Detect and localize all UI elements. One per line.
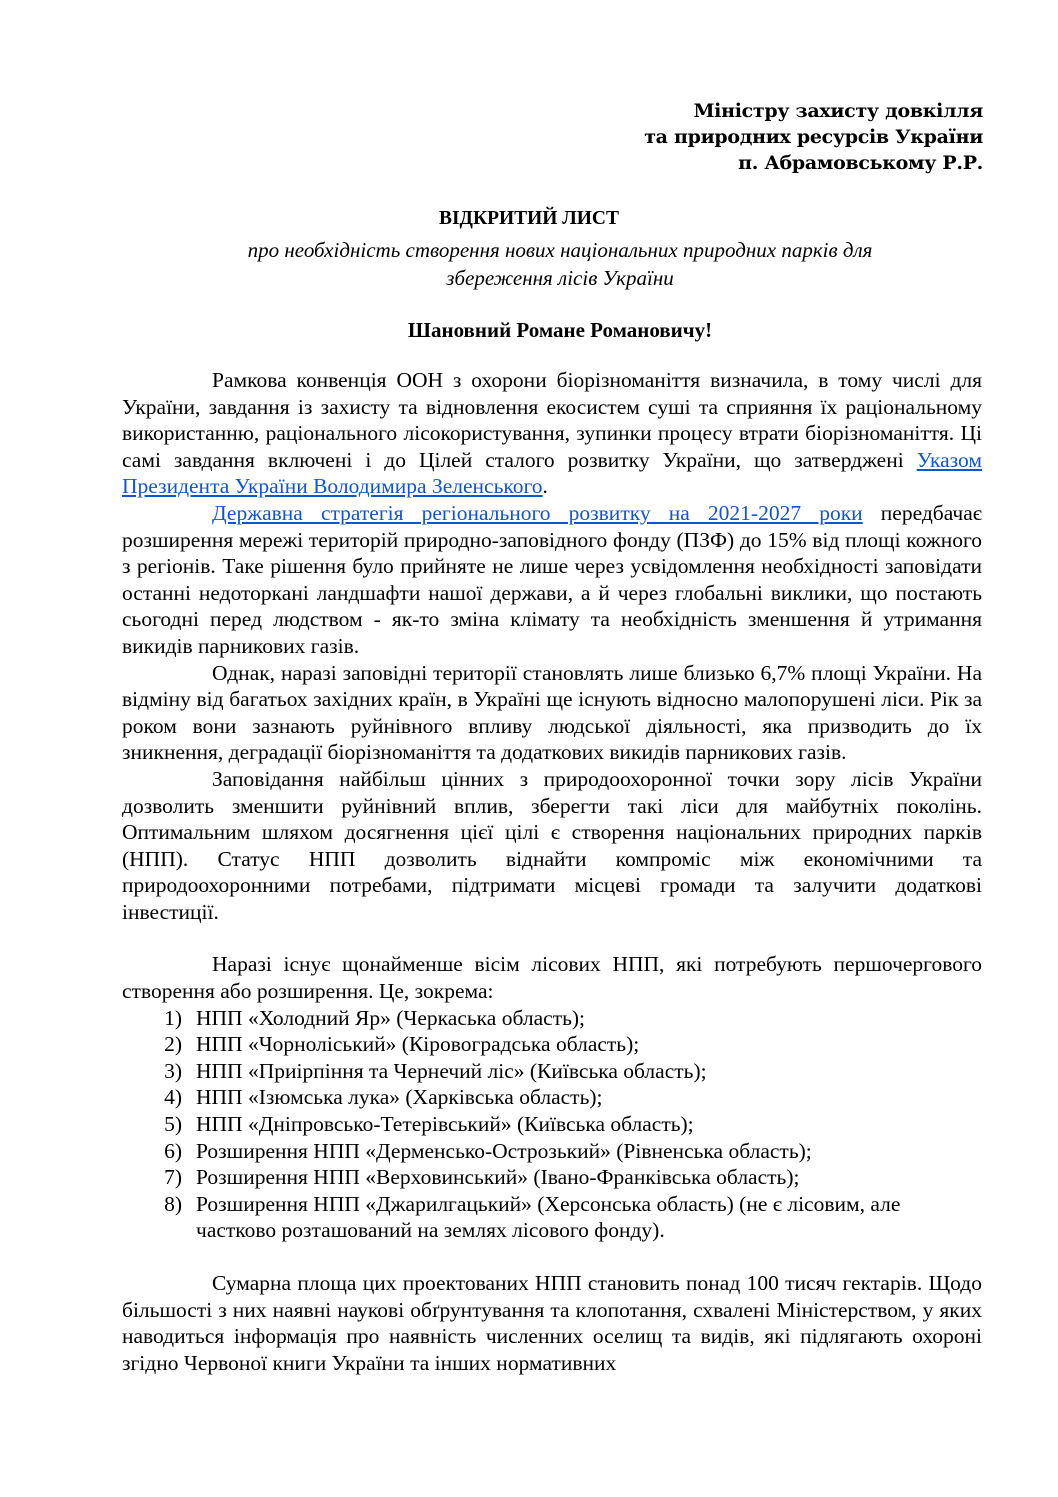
list-item: 5) НПП «Дніпровсько-Тетерівський» (Київська область); <box>164 1112 694 1137</box>
subtitle-line-2: збереження лісів України <box>446 266 674 290</box>
parks-list <box>122 1005 982 1244</box>
document-title: ВІДКРИТИЙ ЛИСТ <box>438 207 619 229</box>
list-item: 3) НПП «Приірпіння та Чернечий ліс» (Київська область); <box>164 1058 707 1083</box>
document-subtitle <box>160 236 960 292</box>
greeting: Шановний Романе Романовичу! <box>407 318 713 342</box>
paragraph-6: Сумарна площа цих проектованих НПП становить понад 100 тисяч гектарів. Щодо більшості з них наявні наукові обґрунтування та клопотання, схвалені Міністерством, у яких наводиться інформація про наявність численних оселищ та видів, які підлягають охороні згідно Червоної книги України та інших нормативних <box>122 1271 982 1375</box>
list-item: 6) Розширення НПП «Дерменсько-Острозький» (Рівненська область); <box>164 1138 812 1163</box>
addressee-line-3: п. Абрамовському Р.Р. <box>738 152 983 174</box>
list-item: 8) Розширення НПП «Джарилгацький» (Херсонська область) (не є лісовим, але частково розташований на землях лісового фонду). <box>164 1191 901 1243</box>
subtitle-line-1: про необхідність створення нових національних природних парків для <box>247 238 873 262</box>
addressee-block <box>644 98 983 176</box>
addressee-line-2: та природних ресурсів України <box>644 126 983 148</box>
list-item: 1) НПП «Холодний Яр» (Черкаська область); <box>164 1005 586 1030</box>
addressee-line-1: Міністру захисту довкілля <box>693 100 983 122</box>
list-item: 7) Розширення НПП «Верховинський» (Івано-Франківська область); <box>164 1165 800 1190</box>
paragraph-5: Наразі існує щонайменше вісім лісових НПП, які потребують першочергового створення або розширення. Це, зокрема: <box>122 952 982 1004</box>
paragraph-4: Заповідання найбільш цінних з природоохоронної точки зору лісів України дозволить зменшити руйнівний вплив, зберегти такі ліси для майбутніх поколінь. Оптимальним шляхом досягнення цієї цілі є створення національних природних парків (НПП). Статус НПП дозволить віднайти компроміс між економічними та природоохоронними потребами, підтримати місцеві громади та залучити додаткові інвестиції. <box>122 766 982 924</box>
presidential-decree-link[interactable]: Указом Президента України Володимира Зеленського <box>122 447 982 499</box>
paragraph-1: Рамкова конвенція ООН з охорони біорізноманіття визначила, в тому числі для України, завдання із захисту та відновлення екосистем суші та сприяння їх раціональному використанню, раціонального лісокористування, зупинки процесу втрати біорізноманіття. Ці самі завдання включені і до Цілей сталого розвитку України, що затверджені Указом Президента України Володимира Зеленського. <box>122 368 982 499</box>
letter-body <box>122 367 982 1376</box>
regional-strategy-link[interactable]: Державна стратегія регіонального розвитку на 2021-2027 роки <box>212 500 863 525</box>
paragraph-3: Однак, наразі заповідні території становлять лише близько 6,7% площі України. На відміну від багатьох західних країн, в Україні ще існують відносно малопорушені ліси. Рік за роком вони зазнають руйнівного впливу людської діяльності, яка призводить до їх зникнення, деградації біорізноманіття та додаткових викидів парникових газів. <box>122 660 982 765</box>
list-item: 2) НПП «Чорноліський» (Кіровоградська область); <box>164 1032 640 1057</box>
paragraph-2: Державна стратегія регіонального розвитку на 2021-2027 роки передбачає розширення мережі територій природно-заповідного фонду (ПЗФ) до 15% від площі кожного з регіонів. Таке рішення було прийняте не лише через усвідомлення необхідності заповідати останні недоторкані ландшафти нашої держави, а й через глобальні виклики, що постають сьогодні перед людством - як-то зміна клімату та необхідність зменшення й утримання викидів парникових газів. <box>122 500 983 658</box>
list-item: 4) НПП «Ізюмська лука» (Харківська область); <box>164 1085 603 1110</box>
